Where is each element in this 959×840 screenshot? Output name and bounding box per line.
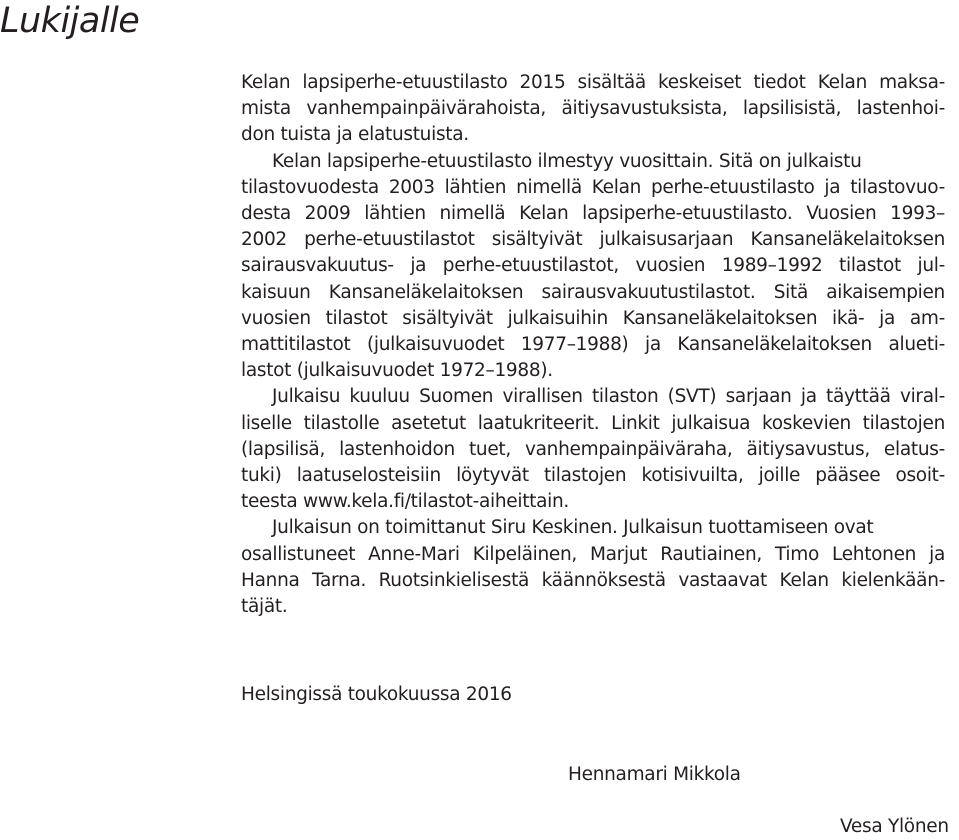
paragraph-4-line-4: täjät. bbox=[241, 596, 288, 618]
paragraph-3-line-5: teesta www.kela.fi/tilastot-aiheittain. bbox=[241, 491, 570, 513]
paragraph-1-line-1: Kelan lapsiperhe-etuustilasto 2015 sisältää keskeiset tiedot Kelan maksa- bbox=[241, 72, 945, 93]
paragraph-2-line-6: kaisuun Kansaneläkelaitoksen sairausvakuutustilastot. Sitä aikaisempien bbox=[241, 281, 945, 303]
paragraph-3-line-1: Julkaisu kuuluu Suomen virallisen tilaston (SVT) sarjaan ja täyttää viral- bbox=[272, 386, 945, 408]
signature-name-2: Vesa Ylönen bbox=[840, 816, 949, 837]
paragraph-2-line-7: vuosien tilastot sisältyivät julkaisuihin Kansaneläkelaitoksen ikä- ja am- bbox=[241, 307, 945, 329]
place-date: Helsingissä toukokuussa 2016 bbox=[241, 684, 512, 705]
page-title: Lukijalle bbox=[0, 1, 140, 41]
paragraph-2-line-2: tilastovuodesta 2003 lähtien nimellä Kelan perhe-etuustilasto ja tilastovuo- bbox=[241, 176, 945, 198]
body-text bbox=[241, 70, 945, 620]
paragraph-4-line-1: Julkaisun on toimittanut Siru Keskinen. Julkaisun tuottamiseen ovat bbox=[272, 517, 874, 539]
paragraph-1-line-3: don tuista ja elatustuista. bbox=[241, 124, 469, 146]
signature-name-1: Hennamari Mikkola bbox=[568, 764, 741, 785]
paragraph-2-line-9: lastot (julkaisuvuodet 1972–1988). bbox=[241, 360, 553, 382]
paragraph-3-line-2: liselle tilastolle asetetut laatukriteerit. Linkit julkaisua koskevien tilastojen bbox=[241, 412, 945, 434]
paragraph-4-line-3: Hanna Tarna. Ruotsinkielisestä käännöksestä vastaavat Kelan kielenkään- bbox=[241, 569, 945, 591]
paragraph-3-line-3: (lapsilisä, lastenhoidon tuet, vanhempainpäiväraha, äitiysavustus, elatus- bbox=[241, 438, 945, 460]
paragraph-1-line-2: mista vanhempainpäivärahoista, äitiysavustuksista, lapsilisistä, lastenhoi- bbox=[241, 98, 945, 120]
paragraph-2-line-4: 2002 perhe-etuustilastot sisältyivät julkaisusarjaan Kansaneläkelaitoksen bbox=[241, 229, 945, 251]
paragraph-2-line-3: desta 2009 lähtien nimellä Kelan lapsiperhe-etuustilasto. Vuosien 1993– bbox=[241, 203, 945, 225]
paragraph-4-line-2: osallistuneet Anne-Mari Kilpeläinen, Marjut Rautiainen, Timo Lehtonen ja bbox=[241, 543, 945, 565]
paragraph-3-line-4: tuki) laatuselosteisiin löytyvät tilastojen kotisivuilta, joille pääsee osoit- bbox=[241, 465, 945, 487]
paragraph-2-line-1: Kelan lapsiperhe-etuustilasto ilmestyy vuosittain. Sitä on julkaistu bbox=[272, 150, 862, 172]
paragraph-2-line-8: mattitilastot (julkaisuvuodet 1977–1988) ja Kansaneläkelaitoksen alueti- bbox=[241, 334, 945, 356]
paragraph-2-line-5: sairausvakuutus- ja perhe-etuustilastot, vuosien 1989–1992 tilastot jul- bbox=[241, 255, 945, 277]
